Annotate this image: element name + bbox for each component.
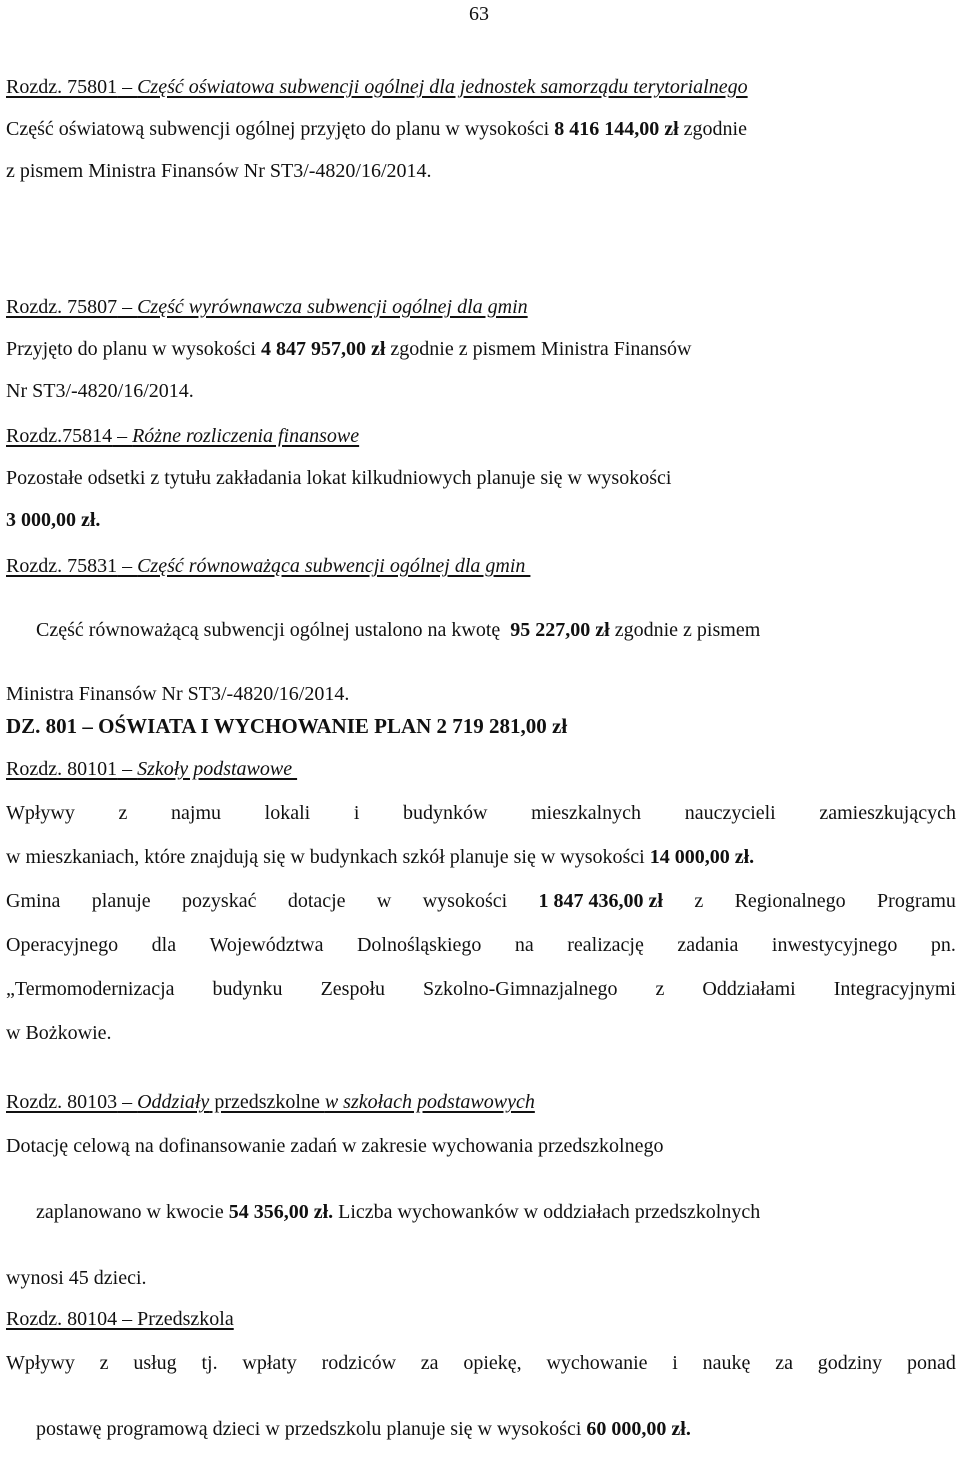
word: realizację <box>567 934 644 956</box>
section-75831 <box>6 555 956 705</box>
heading-title: Różne rozliczenia finansowe <box>132 425 360 447</box>
text-span: zgodnie <box>678 118 747 140</box>
word: Zespołu <box>320 978 386 1000</box>
word: Gmina <box>6 890 61 912</box>
text-span: zaplanowano w kwocie <box>36 1201 229 1223</box>
word: planuje <box>91 890 151 912</box>
word: z <box>118 802 128 824</box>
section-heading <box>6 425 956 447</box>
heading-code: Rozdz. 80103 <box>6 1091 118 1113</box>
word: wysokości <box>422 890 508 912</box>
word: Dolnośląskiego <box>356 934 482 956</box>
text-line <box>6 1179 956 1245</box>
text-line: Dotację celową na dofinansowanie zadań w zakresie wychowania przedszkolnego <box>6 1135 664 1157</box>
word: za <box>775 1352 793 1374</box>
section-heading <box>6 758 956 780</box>
word: w <box>376 890 392 912</box>
word: za <box>420 1352 439 1374</box>
amount: 60 000,00 zł. <box>586 1418 691 1440</box>
word: z <box>694 890 704 912</box>
word: godziny <box>817 1352 883 1374</box>
text-span: w mieszkaniach, które znajdują się w budynkach szkół planuje się w wysokości <box>6 846 650 868</box>
word: Integracyjnymi <box>833 978 956 1000</box>
heading-title-c: w szkołach podstawowych <box>324 1091 535 1113</box>
text-line: z pismem Ministra Finansów Nr ST3/-4820/16/2014. <box>6 160 432 182</box>
word: inwestycyjnego <box>771 934 898 956</box>
word: budynku <box>212 978 283 1000</box>
word: rodziców <box>321 1352 397 1374</box>
word: Oddziałami <box>702 978 796 1000</box>
heading-title: Część oświatowa subwencji ogólnej dla jednostek samorządu terytorialnego <box>137 76 748 98</box>
heading-title: Część wyrównawcza subwencji ogólnej dla gmin <box>137 296 528 318</box>
word: i <box>353 802 360 824</box>
word: mieszkalnych <box>531 802 642 824</box>
text-line <box>6 338 956 360</box>
amount: 3 000,00 zł. <box>6 509 101 531</box>
text-line: Pozostałe odsetki z tytułu zakładania lokat kilkudniowych planuje się w wysokości <box>6 467 672 489</box>
heading-code: Rozdz. 75807 <box>6 296 118 318</box>
heading-title-b: przedszkolne <box>209 1091 325 1113</box>
word: wychowanie <box>546 1352 648 1374</box>
section-80101 <box>6 758 956 1044</box>
text-line <box>6 846 956 868</box>
word: najmu <box>171 802 222 824</box>
word: tj. <box>201 1352 218 1374</box>
text-span: Przyjęto do planu w wysokości <box>6 338 261 360</box>
section-heading <box>6 296 956 318</box>
word: z <box>99 1352 109 1374</box>
word: na <box>514 934 534 956</box>
heading-code: Rozdz. 75801 <box>6 76 118 98</box>
text-line: w Bożkowie. <box>6 1022 112 1044</box>
word: dotacje <box>287 890 346 912</box>
text-line: Nr ST3/-4820/16/2014. <box>6 380 194 402</box>
word: Wpływy <box>6 1352 75 1374</box>
heading-dash: – <box>117 76 138 98</box>
section-heading: Rozdz. 80104 – Przedszkola <box>6 1308 234 1330</box>
section-heading <box>6 555 956 577</box>
section-80104 <box>6 1308 956 1462</box>
amount: 1 847 436,00 zł <box>538 890 663 912</box>
amount: 54 356,00 zł. <box>228 1201 334 1223</box>
amount: 95 227,00 zł <box>510 619 610 641</box>
text-line: wynosi 45 dzieci. <box>6 1267 147 1289</box>
word: pozyskać <box>182 890 257 912</box>
text-span: zgodnie z pismem <box>609 619 761 641</box>
word: lokali <box>264 802 311 824</box>
section-75814 <box>6 425 956 531</box>
heading-dash: – <box>117 555 138 577</box>
heading-dash: – <box>112 425 133 447</box>
word: „Termomodernizacja <box>6 978 175 1000</box>
word: naukę <box>702 1352 751 1374</box>
heading-title: Szkoły podstawowe <box>137 758 298 780</box>
section-75807 <box>6 296 956 402</box>
text-span: postawę programową dzieci w przedszkolu planuje się w wysokości <box>36 1418 587 1440</box>
page-number: 63 <box>469 3 489 25</box>
text-line: Ministra Finansów Nr ST3/-4820/16/2014. <box>6 683 350 705</box>
word: pn. <box>930 934 956 956</box>
amount: 8 416 144,00 zł <box>554 118 679 140</box>
heading-dash: – <box>117 758 138 780</box>
heading-code: Rozdz. 75831 <box>6 555 118 577</box>
section-heading <box>6 1091 956 1113</box>
word: opiekę, <box>463 1352 522 1374</box>
division-801 <box>6 714 956 738</box>
word: Operacyjnego <box>6 934 119 956</box>
word: Regionalnego <box>734 890 846 912</box>
word: nauczycieli <box>684 802 776 824</box>
heading-dash: – <box>117 296 138 318</box>
justified-line <box>6 1352 956 1374</box>
word: zamieszkujących <box>819 802 956 824</box>
section-75801 <box>6 76 956 182</box>
word: Województwa <box>209 934 324 956</box>
division-title: DZ. 801 – OŚWIATA I WYCHOWANIE PLAN 2 719 281,00 zł <box>6 714 568 738</box>
amount: 4 847 957,00 zł <box>260 338 386 360</box>
justified-line <box>6 890 956 912</box>
justified-line <box>6 934 956 956</box>
text-span: zgodnie z pismem Ministra Finansów <box>385 338 692 360</box>
justified-line <box>6 802 956 824</box>
section-heading <box>6 76 956 98</box>
word: z <box>655 978 665 1000</box>
word: zadania <box>677 934 739 956</box>
word: wpłaty <box>242 1352 297 1374</box>
text-span: Część oświatową subwencji ogólnej przyjęto do planu w wysokości <box>6 118 555 140</box>
word: budynków <box>403 802 488 824</box>
word: dla <box>151 934 177 956</box>
text-line <box>6 118 956 140</box>
word: Programu <box>877 890 956 912</box>
section-80103 <box>6 1091 956 1289</box>
heading-code: Rozdz. 80101 <box>6 758 118 780</box>
heading-title-a: Oddziały <box>137 1091 210 1113</box>
heading-code: Rozdz.75814 <box>6 425 113 447</box>
text-span: Liczba wychowanków w oddziałach przedszkolnych <box>333 1201 761 1223</box>
heading-title: Część równoważąca subwencji ogólnej dla gmin <box>137 555 531 577</box>
word: usług <box>133 1352 177 1374</box>
heading-dash: – <box>117 1091 138 1113</box>
justified-line <box>6 978 956 1000</box>
text-span: Część równoważącą subwencji ogólnej ustalono na kwotę <box>36 619 511 641</box>
word: Szkolno-Gimnazjalnego <box>423 978 618 1000</box>
amount: 14 000,00 zł. <box>649 846 755 868</box>
word: Wpływy <box>6 802 75 824</box>
text-line <box>6 1396 956 1462</box>
word: ponad <box>906 1352 956 1374</box>
text-line <box>6 597 956 663</box>
word: i <box>672 1352 678 1374</box>
